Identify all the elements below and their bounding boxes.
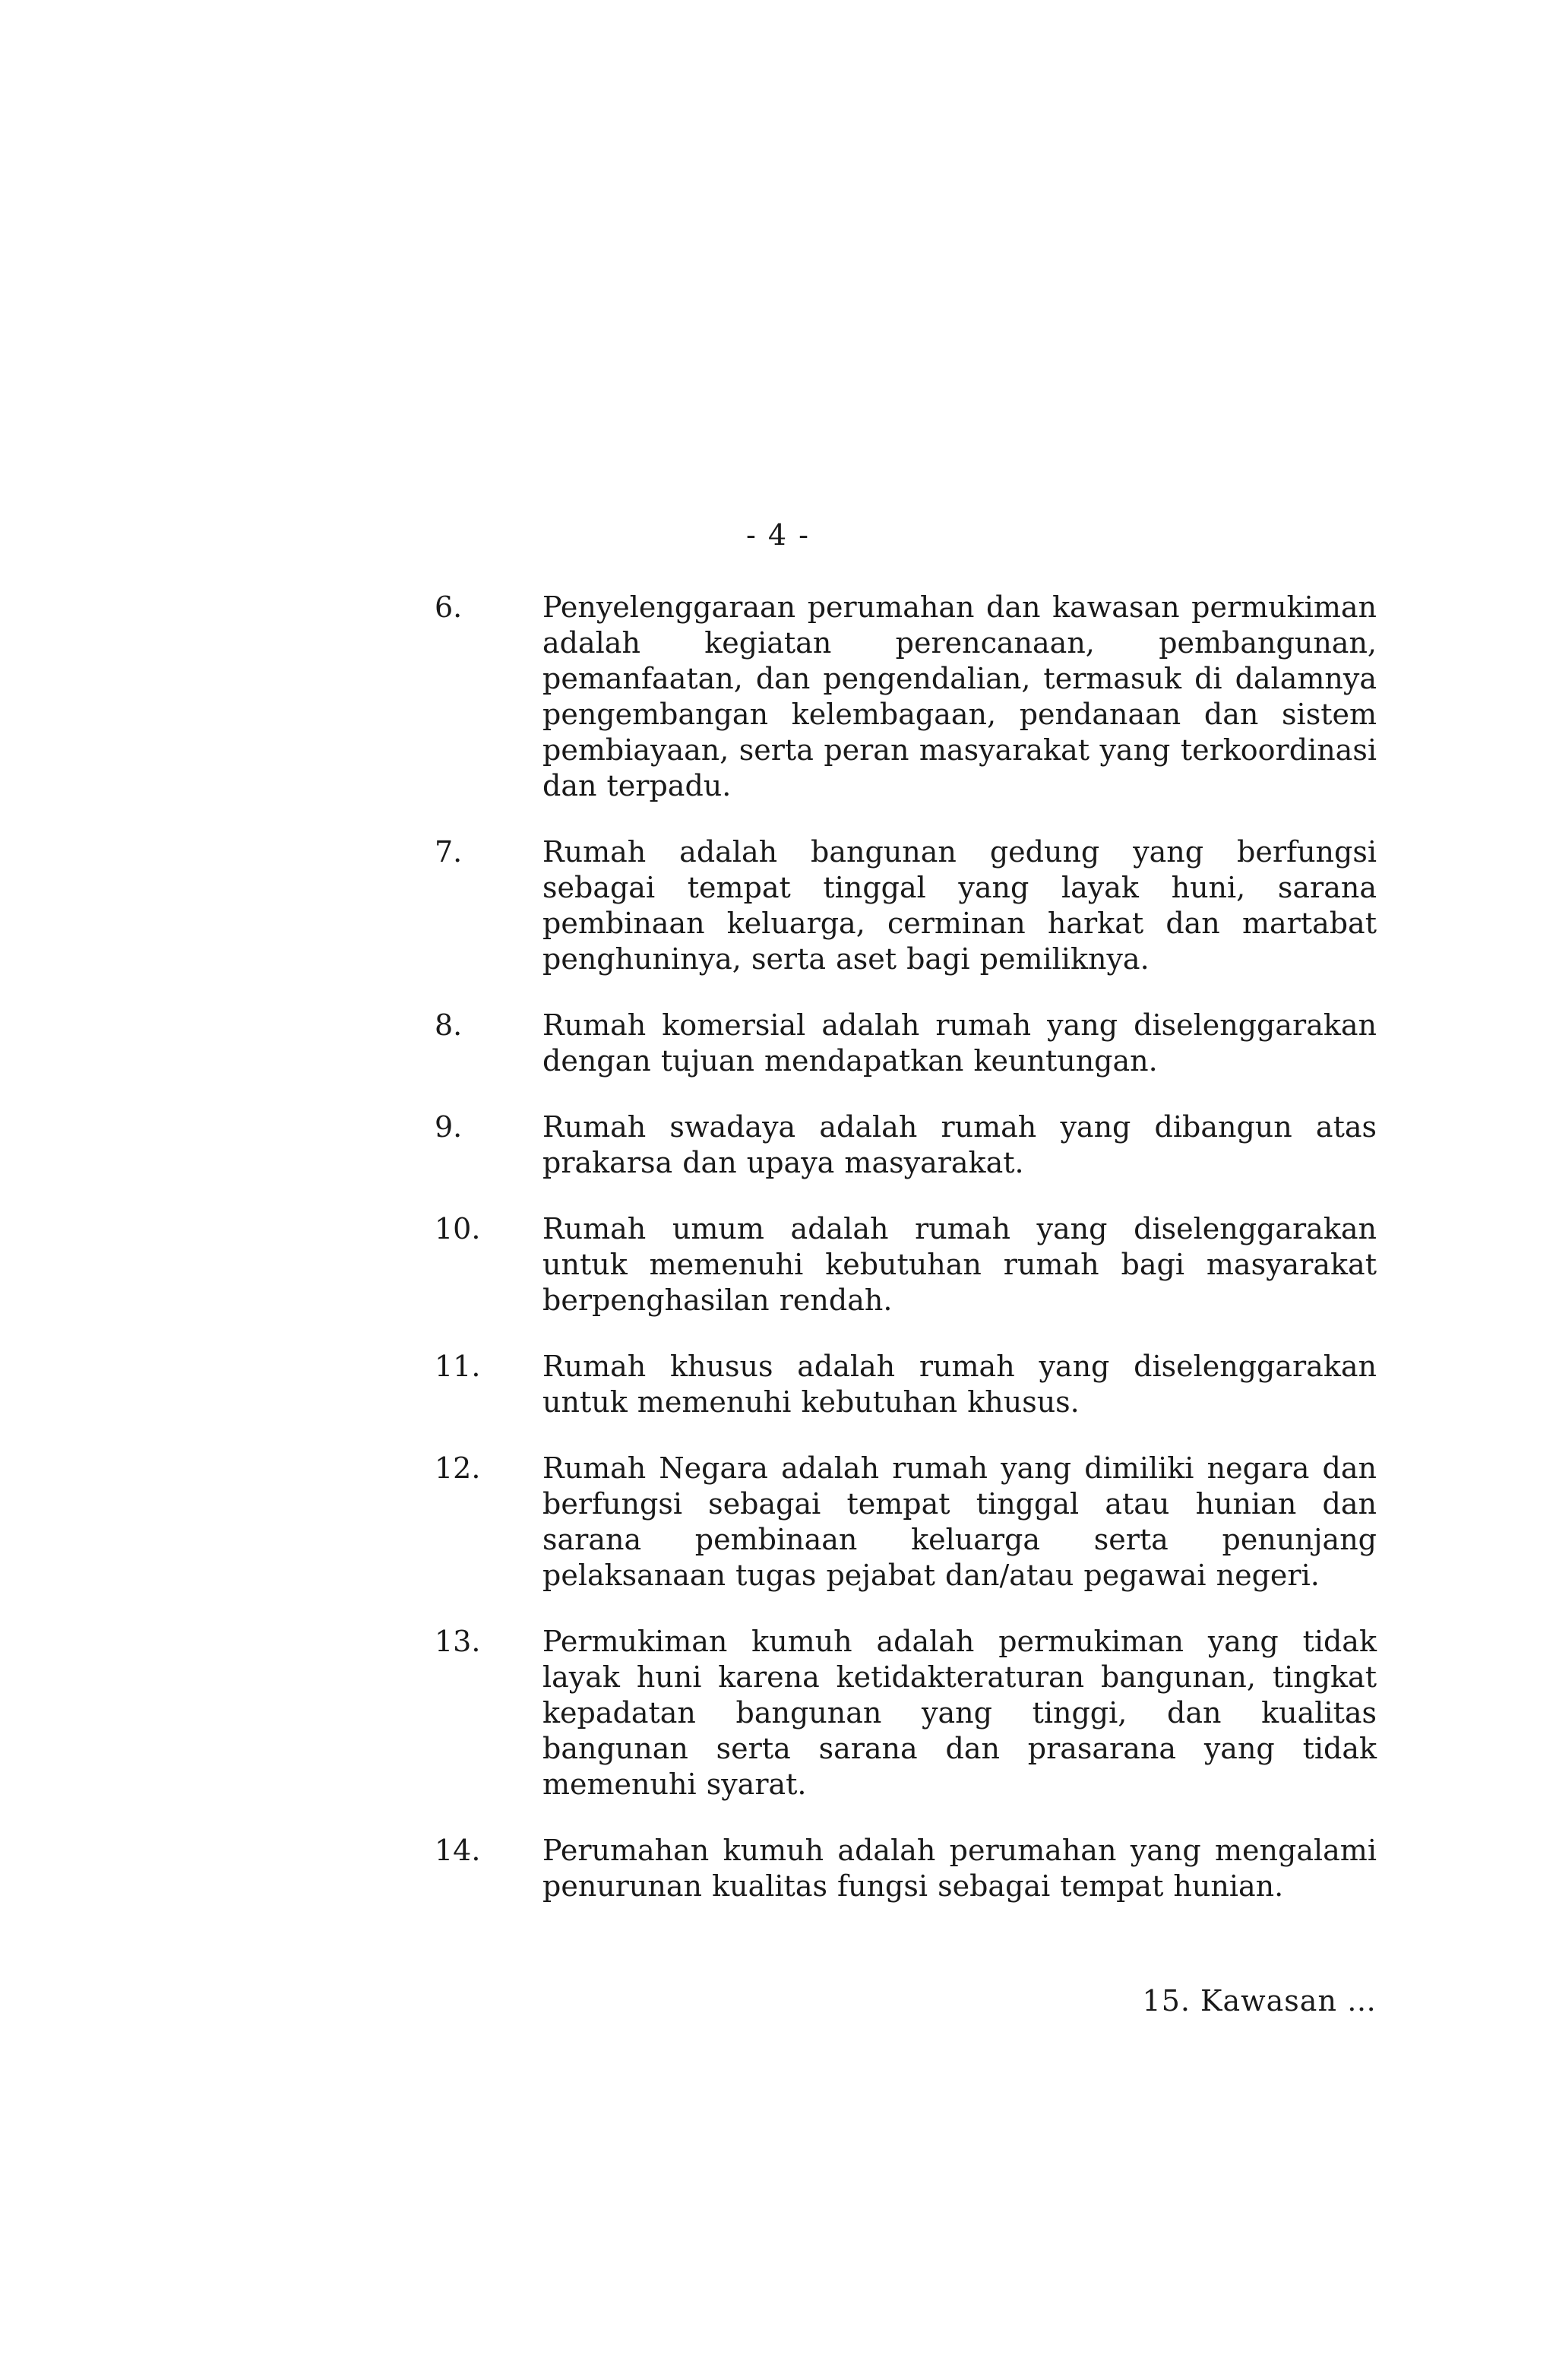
item-text: Rumah adalah bangunan gedung yang berfungsi sebagai tempat tinggal yang layak huni, sarana pembinaan keluarga, cerminan harkat dan martabat penghuninya, serta aset bagi pemiliknya.: [542, 835, 1377, 976]
definition-item: [435, 590, 1377, 804]
item-number: 8.: [435, 1008, 463, 1042]
definition-item: [435, 1211, 1377, 1318]
item-text: Rumah khusus adalah rumah yang diselenggarakan untuk memenuhi kebutuhan khusus.: [542, 1350, 1377, 1419]
item-number: 6.: [435, 590, 463, 624]
item-text: Rumah umum adalah rumah yang diselenggarakan untuk memenuhi kebutuhan rumah bagi masyarakat berpenghasilan rendah.: [542, 1212, 1377, 1317]
definition-item: [435, 1109, 1377, 1181]
definition-item: [435, 1008, 1377, 1079]
page-continuation: 15. Kawasan …: [1142, 1984, 1377, 2018]
definition-item: [435, 1451, 1377, 1594]
page-number: - 4 -: [745, 518, 810, 552]
item-text: Rumah swadaya adalah rumah yang dibangun atas prakarsa dan upaya masyarakat.: [542, 1110, 1377, 1179]
item-number: 11.: [435, 1350, 481, 1383]
item-number: 7.: [435, 835, 463, 869]
item-number: 10.: [435, 1212, 481, 1245]
item-number: 14.: [435, 1834, 481, 1867]
item-number: 13.: [435, 1625, 481, 1658]
item-text: Rumah Negara adalah rumah yang dimiliki negara dan berfungsi sebagai tempat tinggal atau hunian dan sarana pembinaan keluarga serta penunjang pelaksanaan tugas pejabat dan/atau pegawai negeri.: [542, 1451, 1377, 1592]
item-text: Rumah komersial adalah rumah yang diselenggarakan dengan tujuan mendapatkan keuntungan.: [542, 1008, 1377, 1078]
item-number: 12.: [435, 1451, 481, 1485]
item-text: Perumahan kumuh adalah perumahan yang mengalami penurunan kualitas fungsi sebagai tempat hunian.: [542, 1834, 1377, 1903]
item-number: 9.: [435, 1110, 463, 1144]
item-text: Permukiman kumuh adalah permukiman yang tidak layak huni karena ketidakteraturan bangunan, tingkat kepadatan bangunan yang tinggi, dan kualitas bangunan serta sarana dan prasarana yang tidak memenuhi syarat.: [542, 1625, 1377, 1801]
definition-list: [435, 590, 1377, 1935]
definition-item: [435, 1833, 1377, 1904]
definition-item: [435, 1624, 1377, 1802]
definition-item: [435, 1349, 1377, 1420]
item-text: Penyelenggaraan perumahan dan kawasan permukiman adalah kegiatan perencanaan, pembangunan, pemanfaatan, dan pengendalian, termasuk di dalamnya pengembangan kelembagaan, pendanaan dan sistem pembiayaan, serta peran masyarakat yang terkoordinasi dan terpadu.: [542, 590, 1377, 802]
definition-item: [435, 834, 1377, 977]
